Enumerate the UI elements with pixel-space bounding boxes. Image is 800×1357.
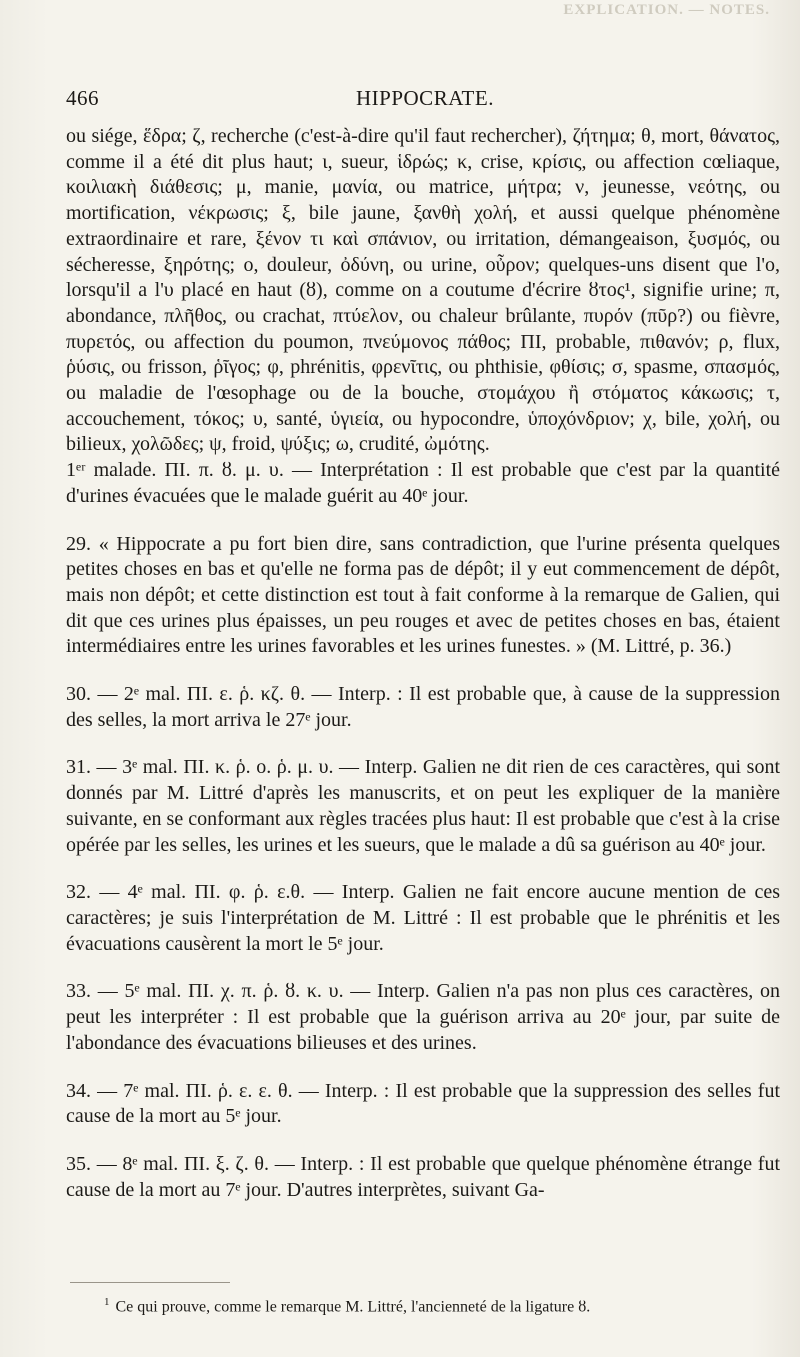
page-number: 466 [66, 86, 99, 110]
note-31-paragraph: 31. — 3ᵉ mal. ΠΙ. κ. ῥ. ο. ῥ. μ. υ. — Interp. Galien ne dit rien de ces caractères, qui sont donnés par M. Littré d'après les manuscrits, et on peut les expliquer de la manière suivante, en se conformant aux règles tracées plus haut: Il est probable que c'est à la crise opérée par les selles, les urines et les sueurs, que le malade a dû sa guérison au 40ᵉ jour. [66, 756, 780, 856]
bleed-through-text: EXPLICATION. — NOTES. [563, 2, 770, 18]
footnote-rule [70, 1282, 230, 1283]
note-34-paragraph: 34. — 7ᵉ mal. ΠΙ. ῥ. ε. ε. θ. — Interp. : Il est probable que la suppression des selles fut cause de la mort au 5ᵉ jour. [66, 1079, 780, 1128]
note-32-paragraph: 32. — 4ᵉ mal. ΠΙ. φ. ῥ. ε.θ. — Interp. Galien ne fait encore aucune mention de ces caractères; je suis l'interprétation de M. Littré : Il est probable que le phrénitis et les évacuations causèrent la mort le 5ᵉ jour. [66, 881, 780, 955]
note-30-paragraph: 30. — 2ᵉ mal. ΠΙ. ε. ῥ. κζ. θ. — Interp. : Il est probable que, à cause de la suppression des selles, la mort arriva le 27ᵉ jour. [66, 683, 780, 731]
footnote-text: Ce qui prouve, comme le remarque M. Littré, l'ancienneté de la ligature ȣ. [115, 1298, 591, 1316]
footnote-mark: 1 [104, 1296, 110, 1308]
note-35-paragraph: 35. — 8ᵉ mal. ΠΙ. ξ. ζ. θ. — Interp. : Il est probable que quelque phénomène étrange fut cause de la mort au 7ᵉ jour. D'autres interprètes, suivant Ga- [66, 1152, 780, 1201]
body-text [66, 124, 780, 1203]
running-header [66, 86, 770, 116]
note-29-paragraph: 29. « Hippocrate a pu fort bien dire, sans contradiction, que l'urine présenta quelques petites choses en bas et qu'elle ne forma pas de dépôt; il y eut commencement de dépôt, mais non dépôt; et cette distinction est tout à fait conforme à la remarque de Galien, qui dit que ces urines plus épaisses, un peu rouges et avec de petites choses en bas, étaient intermédiaires entre les urines favorables et les urines funestes. » (M. Littré, p. 36.) [66, 532, 780, 658]
first-patient-paragraph: 1ᵉʳ malade. ΠΙ. π. ȣ. μ. υ. — Interprétation : Il est probable que c'est par la quantité d'urines évacuées que le malade guérit au 40ᵉ jour. [66, 459, 780, 507]
running-title: HIPPOCRATE. [356, 86, 494, 110]
note-33-paragraph: 33. — 5ᵉ mal. ΠΙ. χ. π. ῥ. ȣ. κ. υ. — Interp. Galien n'a pas non plus ces caractères, on peut les interpréter : Il est probable que la guérison arriva au 20ᵉ jour, par suite de l'abondance des évacuations bilieuses et des urines. [66, 980, 780, 1054]
glossary-paragraph: ou siége, ἕδρα; ζ, recherche (c'est-à-dire qu'il faut rechercher), ζήτημα; θ, mort, θάνατος, comme il a été dit plus haut; ι, sueur, ἱδρώς; κ, crise, κρίσις, ou affection cœliaque, κοιλιακὴ διάθεσις; μ, manie, μανία, ou matrice, μήτρα; ν, jeunesse, νεότης, ou mortification, νέκρωσις; ξ, bile jaune, ξανθὴ χολή, et aussi quelque phénomène extraordinaire et rare, ξένον τι καὶ σπάνιον, ou irritation, démangeaison, ξυσμός, ou sécheresse, ξηρότης; ο, douleur, ὀδύνη, ou urine, οὖρον; quelques-uns disent que l'ο, lorsqu'il a l'υ placé en haut (ȣ), comme on a coutume d'écrire ȣτος¹, signifie urine; π, abondance, πλῆθος, ou crachat, πτύελον, ou chaleur brûlante, πυρόν (πῦρ?) ou fièvre, πυρετός, ou affection du poumon, πνεύμονος πάθος; ΠΙ, probable, πιθανόν; ρ, flux, ῥύσις, ou frisson, ῥῖγος; φ, phrénitis, φρενῖτις, ou phthisie, φθίσις; σ, spasme, σπασμός, ou maladie de l'œsophage ou de la bouche, στομάχου ἢ στόματος κάκωσις; τ, accouchement, τόκος; υ, santé, ὑγιεία, ou hypocondre, ὑποχόνδριον; χ, bile, χολή, ou bilieux, χολῶδες; ψ, froid, ψύξις; ω, crudité, ὠμότης. [66, 125, 780, 456]
footnote [104, 1292, 744, 1317]
